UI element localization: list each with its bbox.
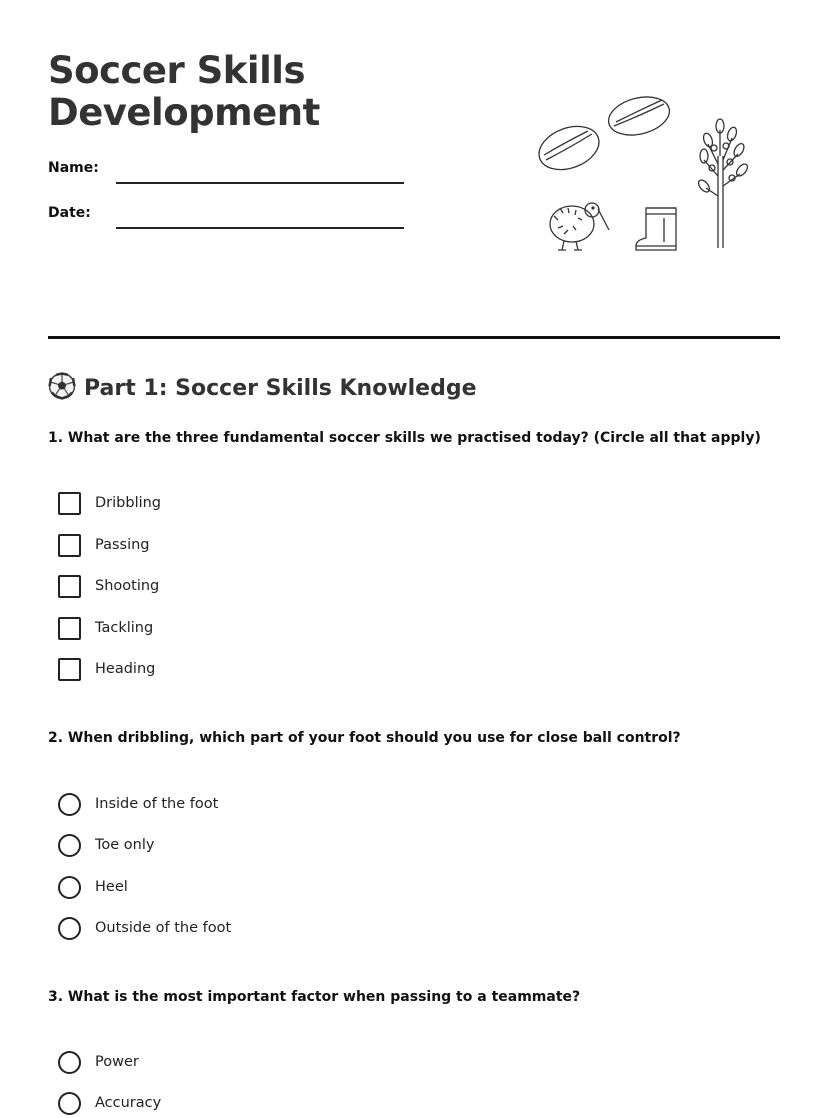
q2-option-inside-foot[interactable] [58, 793, 458, 817]
checkbox[interactable] [58, 658, 81, 681]
tree-icon [692, 116, 754, 252]
soccer-ball-icon [48, 372, 76, 400]
option-label: Accuracy [95, 1095, 162, 1111]
q1-option-dribbling[interactable] [58, 492, 458, 516]
q1-option-tackling[interactable] [58, 617, 458, 641]
option-label: Shooting [95, 578, 160, 594]
header-illustrations [528, 86, 768, 266]
radio-button[interactable] [58, 917, 81, 940]
q3-option-accuracy[interactable] [58, 1092, 458, 1116]
date-input-line[interactable] [116, 227, 404, 229]
q1-option-passing[interactable] [58, 534, 458, 558]
option-label: Toe only [95, 837, 155, 853]
option-label: Passing [95, 537, 150, 553]
question-3: 3. What is the most important factor when passing to a teammate? [48, 989, 581, 1005]
name-field[interactable] [48, 160, 408, 190]
radio-button[interactable] [58, 1051, 81, 1074]
question-2: 2. When dribbling, which part of your foot should you use for close ball control? [48, 730, 681, 746]
option-label: Tackling [95, 620, 154, 636]
gumboot-icon [632, 204, 680, 254]
name-label: Name: [48, 160, 99, 176]
q3-option-power[interactable] [58, 1051, 458, 1075]
checkbox[interactable] [58, 534, 81, 557]
section-divider [48, 336, 780, 339]
radio-button[interactable] [58, 793, 81, 816]
rugby-ball-icon [536, 122, 602, 174]
name-input-line[interactable] [116, 182, 404, 184]
checkbox[interactable] [58, 617, 81, 640]
radio-button[interactable] [58, 834, 81, 857]
kiwi-bird-icon [546, 194, 612, 254]
q2-option-heel[interactable] [58, 876, 458, 900]
option-label: Dribbling [95, 495, 162, 511]
option-label: Outside of the foot [95, 920, 232, 936]
part1-title-text: Part 1: Soccer Skills Knowledge [84, 376, 477, 401]
page-title: Soccer Skills Development [48, 49, 320, 134]
radio-button[interactable] [58, 876, 81, 899]
checkbox[interactable] [58, 492, 81, 515]
q1-option-heading[interactable] [58, 658, 458, 682]
date-label: Date: [48, 205, 91, 221]
option-label: Heading [95, 661, 156, 677]
option-label: Inside of the foot [95, 796, 219, 812]
option-label: Power [95, 1054, 139, 1070]
checkbox[interactable] [58, 575, 81, 598]
rugby-ball-icon [606, 92, 672, 140]
radio-button[interactable] [58, 1092, 81, 1115]
q2-option-outside-foot[interactable] [58, 917, 458, 941]
question-1: 1. What are the three fundamental soccer skills we practised today? (Circle all that apply) [48, 430, 761, 446]
part1-title [48, 372, 477, 405]
date-field[interactable] [48, 205, 408, 235]
q2-option-toe-only[interactable] [58, 834, 458, 858]
option-label: Heel [95, 879, 128, 895]
q1-option-shooting[interactable] [58, 575, 458, 599]
